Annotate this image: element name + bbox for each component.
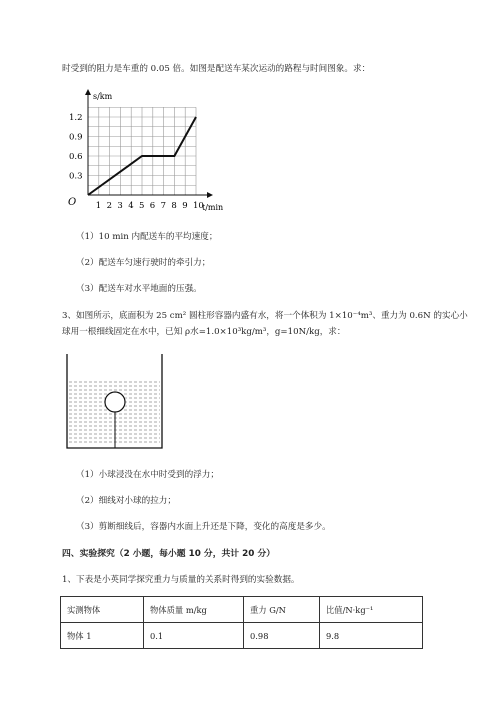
table-cell: 0.1: [144, 623, 244, 649]
y-tick-label: 0.3: [69, 171, 83, 182]
x-tick-label: 9: [182, 201, 188, 211]
question-1-1: （1）10 min 内配送车的平均速度；: [76, 232, 218, 242]
table-cell: 9.8: [320, 623, 423, 649]
intro-text: 时受到的阻力是车重的 0.05 倍。如图是配送车某次运动的路程与时间图象。求：: [62, 64, 371, 74]
x-tick-label: 2: [106, 201, 113, 211]
section-4-heading: 四、实验探究（2 小题，每小题 10 分，共计 20 分）: [62, 549, 276, 559]
table-header-cell: 比值/N·kg⁻¹: [320, 597, 423, 623]
x-tick-label: 6: [149, 201, 156, 211]
experiment-intro: 1、下表是小英同学探究重力与质量的关系时得到的实验数据。: [62, 575, 300, 585]
question-3-2: （2）细线对小球的拉力；: [76, 496, 176, 506]
table-cell: 0.98: [244, 623, 320, 649]
water-container-figure: [64, 352, 166, 452]
origin-label: O: [68, 197, 77, 208]
table-header-cell: 重力 G/N: [244, 597, 320, 623]
chart-grid: [88, 107, 196, 195]
y-tick-label: 0.6: [69, 152, 83, 162]
table-header-row: [61, 597, 423, 623]
question-1-3: （3）配送车对水平地面的压强。: [76, 284, 202, 294]
question-1-2: （2）配送车匀速行驶时的牵引力；: [76, 258, 211, 268]
table-header-cell: 物体质量 m/kg: [144, 597, 244, 623]
question-3-3: （3）剪断细线后，容器内水面上升还是下降，变化的高度是多少。: [76, 522, 331, 532]
ball: [105, 392, 125, 412]
x-tick-label: 7: [160, 201, 167, 211]
table-header-cell: 实测物体: [61, 597, 144, 623]
x-tick-label: 8: [171, 201, 177, 211]
distance-time-chart: [60, 84, 240, 219]
problem-3-text-1: 3、如图所示，底面积为 25 cm² 圆柱形容器内盛有水，将一个体积为 1×10⁻⁴m³、重力为 0.6N 的实心小: [62, 311, 468, 321]
table-row: [61, 623, 423, 649]
x-axis-label: t/min: [202, 203, 224, 212]
table-cell: 物体 1: [61, 623, 144, 649]
x-tick-label: 1: [95, 201, 102, 211]
x-tick-label: 5: [139, 201, 145, 211]
y-tick-label: 0.9: [69, 132, 83, 143]
y-tick-label: 1.2: [69, 113, 83, 123]
problem-3-text-2: 球用一根细线固定在水中，已知 ρ水=1.0×10³kg/m³，g=10N/kg，求：: [62, 327, 346, 337]
y-axis-label: s/km: [93, 92, 113, 101]
experiment-table: [60, 596, 423, 649]
question-3-1: （1）小球浸没在水中时受到的浮力；: [76, 470, 219, 480]
x-tick-label: 10: [193, 201, 204, 211]
x-tick-label: 3: [117, 201, 123, 211]
x-tick-label: 4: [128, 201, 134, 211]
